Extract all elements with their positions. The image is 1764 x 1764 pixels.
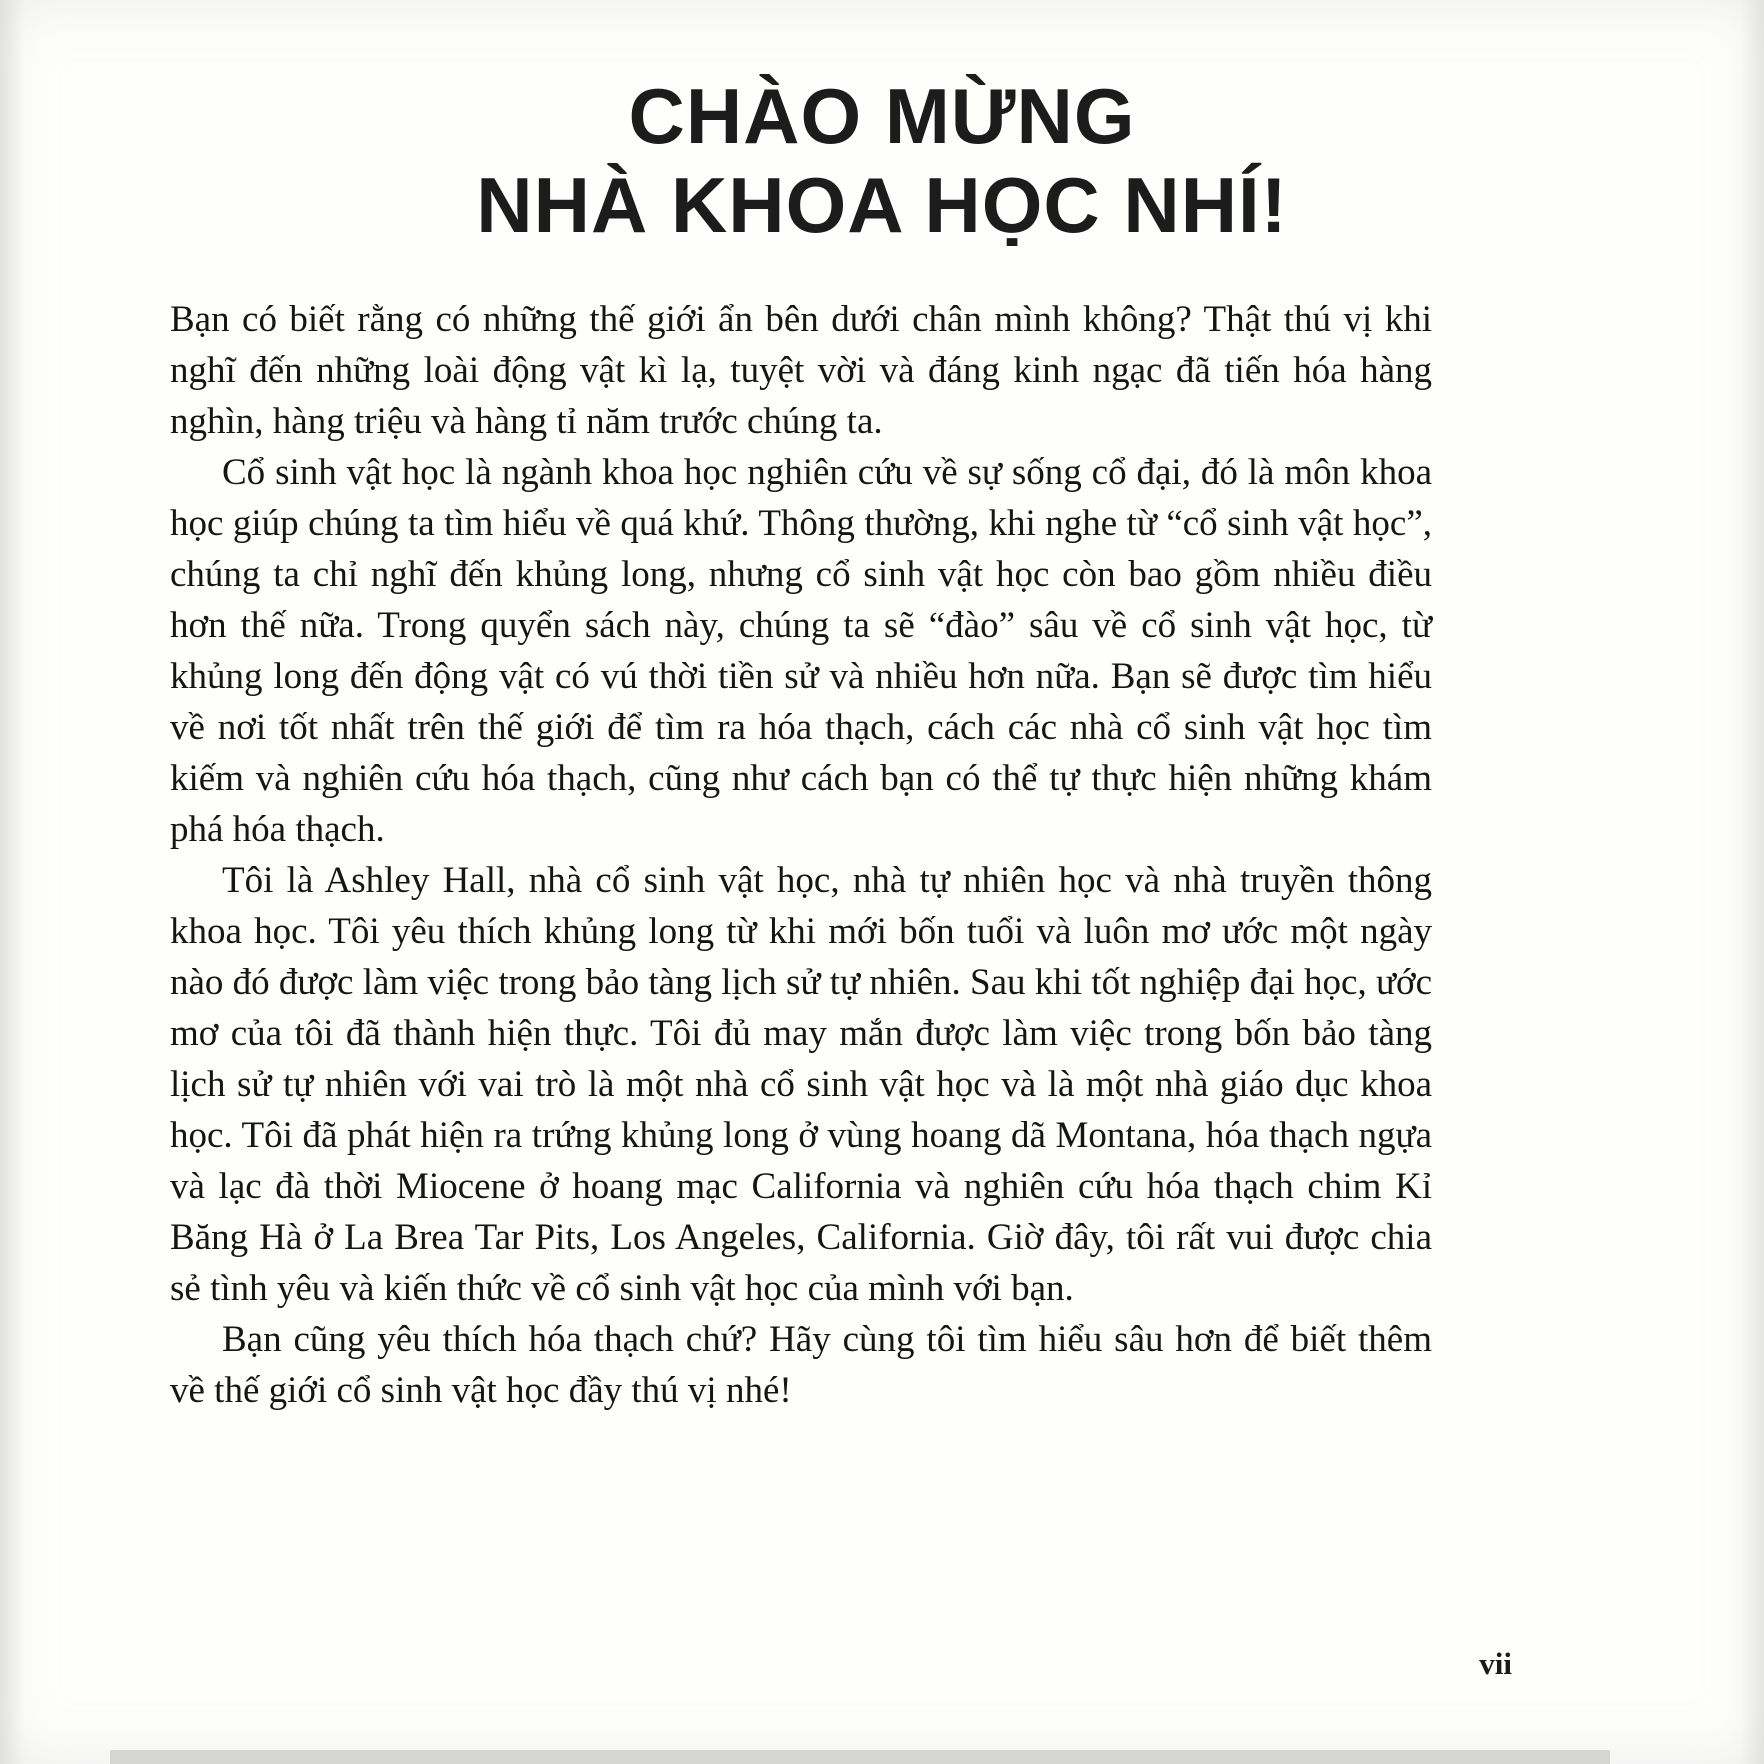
- paragraph-4: Bạn cũng yêu thích hóa thạch chứ? Hãy cùng tôi tìm hiểu sâu hơn để biết thêm về thế giới cổ sinh vật học đầy thú vị nhé!: [170, 1318, 1432, 1411]
- paragraph-2: Cổ sinh vật học là ngành khoa học nghiên cứu về sự sống cổ đại, đó là môn khoa học giúp chúng ta tìm hiểu về quá khứ. Thông thường, khi nghe từ “cổ sinh vật học”, chúng ta chỉ nghĩ đến khủng long, nhưng cổ sinh vật học còn bao gồm nhiều điều hơn thế nữa. Trong quyển sách này, chúng ta sẽ “đào” sâu về cổ sinh vật học, từ khủng long đến động vật có vú thời tiền sử và nhiều hơn nữa. Bạn sẽ được tìm hiểu về nơi tốt nhất trên thế giới để tìm ra hóa thạch, cách các nhà cổ sinh vật học tìm kiếm và nghiên cứu hóa thạch, cũng như cách bạn có thể tự thực hiện những khám phá hóa thạch.: [170, 451, 1432, 850]
- page-title-line-2: NHÀ KHOA HỌC NHÍ!: [476, 160, 1288, 249]
- page-number: vii: [1479, 1646, 1512, 1681]
- scan-artifact-right-edge: [1740, 0, 1764, 1764]
- page-title-line-1: CHÀO MỪNG: [628, 72, 1136, 160]
- body-text: [170, 294, 1432, 1416]
- page-title: [0, 0, 1764, 250]
- scan-artifact-left-edge: [0, 0, 24, 1764]
- scan-artifact-bottom-strip: [110, 1750, 1610, 1764]
- paragraph-1: Bạn có biết rằng có những thế giới ẩn bên dưới chân mình không? Thật thú vị khi nghĩ đến những loài động vật kì lạ, tuyệt vời và đáng kinh ngạc đã tiến hóa hàng nghìn, hàng triệu và hàng tỉ năm trước chúng ta.: [170, 298, 1432, 442]
- paragraph-3: Tôi là Ashley Hall, nhà cổ sinh vật học, nhà tự nhiên học và nhà truyền thông khoa học. Tôi yêu thích khủng long từ khi mới bốn tuổi và luôn mơ ước một ngày nào đó được làm việc trong bảo tàng lịch sử tự nhiên. Sau khi tốt nghiệp đại học, ước mơ của tôi đã thành hiện thực. Tôi đủ may mắn được làm việc trong bốn bảo tàng lịch sử tự nhiên với vai trò là một nhà cổ sinh vật học và là một nhà giáo dục khoa học. Tôi đã phát hiện ra trứng khủng long ở vùng hoang dã Montana, hóa thạch ngựa và lạc đà thời Miocene ở hoang mạc California và nghiên cứu hóa thạch chim Kỉ Băng Hà ở La Brea Tar Pits, Los Angeles, California. Giờ đây, tôi rất vui được chia sẻ tình yêu và kiến thức về cổ sinh vật học của mình với bạn.: [170, 859, 1432, 1309]
